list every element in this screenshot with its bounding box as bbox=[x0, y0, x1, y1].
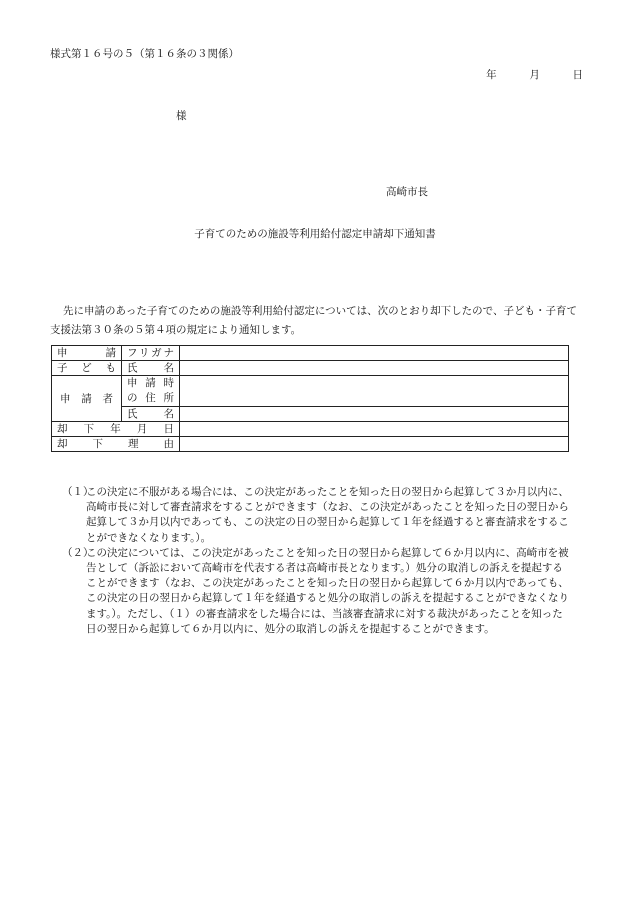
applicant-name-field[interactable] bbox=[180, 407, 569, 422]
note-1-number: （１） bbox=[62, 486, 94, 498]
issuer: 高崎市長 bbox=[386, 186, 428, 198]
note-1-text: この決定に不服がある場合には、この決定があったことを知った日の翌日から起算して３か月以内に、高崎市長に対して審査請求をすることができます（なお、この決定があったことを知った日の翌日から起算して３か月以内であっても、この決定の日の翌日から起算して１年を経過すると審査請求をすることができなくなります。）。 bbox=[86, 486, 569, 544]
address-label-line2: の住所 bbox=[127, 392, 174, 404]
furigana-field[interactable] bbox=[180, 346, 569, 361]
date-month-label: 月 bbox=[529, 69, 540, 81]
note-1 bbox=[62, 485, 572, 546]
table-row bbox=[52, 346, 569, 361]
table-row bbox=[52, 361, 569, 376]
table-row bbox=[52, 407, 569, 422]
child-label-line2: 子ども bbox=[52, 361, 122, 376]
address-field[interactable] bbox=[180, 376, 569, 407]
reason-field[interactable] bbox=[180, 437, 569, 452]
date-day-label: 日 bbox=[572, 69, 583, 81]
form-number: 様式第１６号の５（第１６条の３関係） bbox=[50, 48, 239, 60]
reason-label: 却下理由 bbox=[52, 437, 180, 452]
rejection-date-label: 却下年月日 bbox=[52, 422, 180, 437]
date-year-label: 年 bbox=[486, 69, 497, 81]
note-2-number: （２） bbox=[62, 546, 94, 559]
table-row bbox=[52, 437, 569, 452]
applicant-label: 申請者 bbox=[52, 376, 122, 422]
note-2-text: この決定については、この決定があったことを知った日の翌日から起算して６か月以内に、高崎市を被告として（訴訟において高崎市を代表する者は高崎市長となります。）処分の取消しの訴えを提起することができます（なお、この決定があったことを知った日の翌日から起算して６か月以内であっても、この決定の日の翌日から起算して１年を経過すると処分の取消しの訴えを提起することができなくなります。）。ただし、（１）の審査請求をした場合には、当該審査請求に対する裁決があったことを知った日の翌日から起算して６か月以内に、処分の取消しの訴えを提起することができます。 bbox=[86, 546, 569, 635]
address-label bbox=[122, 376, 180, 407]
body-text: 先に申請のあった子育てのための施設等利用給付認定については、次のとおり却下したので、子ども・子育て支援法第３０条の５第４項の規定により通知します。 bbox=[50, 305, 577, 336]
table-row bbox=[52, 376, 569, 407]
document-title: 子育てのための施設等利用給付認定申請却下通知書 bbox=[194, 228, 436, 240]
date-line bbox=[486, 67, 583, 82]
addressee-suffix: 様 bbox=[176, 110, 187, 122]
notes bbox=[62, 485, 572, 637]
rejection-date-field[interactable] bbox=[180, 422, 569, 437]
child-name-field[interactable] bbox=[180, 361, 569, 376]
child-label-line1: 申 請 bbox=[52, 346, 122, 361]
applicant-name-label: 氏 名 bbox=[122, 407, 180, 422]
table-row bbox=[52, 422, 569, 437]
note-2 bbox=[62, 546, 572, 637]
address-label-line1: 申請時 bbox=[127, 377, 174, 389]
application-table bbox=[51, 345, 569, 452]
furigana-label: フリガナ bbox=[122, 346, 180, 361]
child-name-label: 氏 名 bbox=[122, 361, 180, 376]
